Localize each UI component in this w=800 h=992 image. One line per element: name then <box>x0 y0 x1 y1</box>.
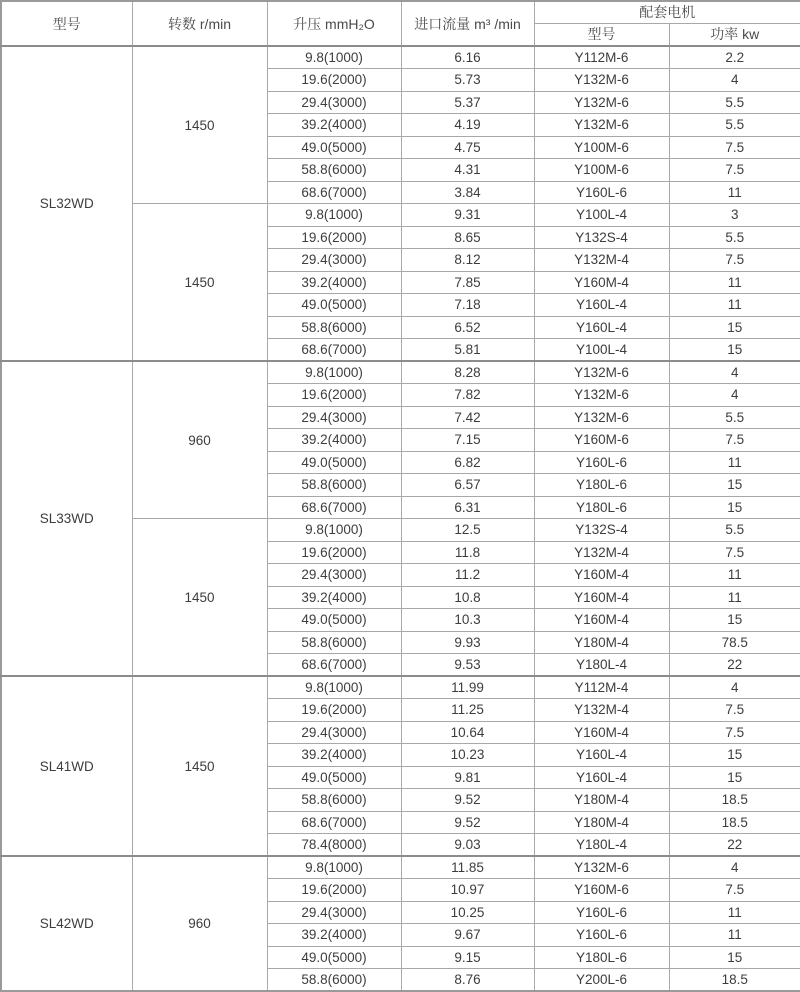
cell-motor-power: 78.5 <box>669 631 800 654</box>
cell-motor-power: 15 <box>669 496 800 519</box>
cell-flow: 4.75 <box>401 136 534 159</box>
cell-motor-model: Y160L-4 <box>534 316 669 339</box>
cell-motor-model: Y160M-4 <box>534 564 669 587</box>
cell-flow: 5.73 <box>401 69 534 92</box>
cell-motor-model: Y180L-4 <box>534 654 669 677</box>
cell-pressure: 39.2(4000) <box>267 429 401 452</box>
cell-flow: 10.97 <box>401 879 534 902</box>
cell-flow: 6.82 <box>401 451 534 474</box>
cell-flow: 10.23 <box>401 744 534 767</box>
cell-flow: 5.81 <box>401 339 534 362</box>
cell-motor-model: Y100L-4 <box>534 204 669 227</box>
cell-motor-model: Y180L-6 <box>534 474 669 497</box>
header-motor-group: 配套电机 <box>534 1 800 23</box>
cell-motor-model: Y160L-4 <box>534 766 669 789</box>
cell-pressure: 49.0(5000) <box>267 766 401 789</box>
cell-flow: 7.18 <box>401 294 534 317</box>
cell-motor-model: Y132S-4 <box>534 519 669 542</box>
cell-motor-model: Y200L-6 <box>534 969 669 992</box>
cell-pressure: 19.6(2000) <box>267 541 401 564</box>
cell-flow: 8.65 <box>401 226 534 249</box>
cell-motor-power: 4 <box>669 856 800 879</box>
cell-motor-power: 22 <box>669 654 800 677</box>
cell-motor-power: 4 <box>669 676 800 699</box>
cell-motor-model: Y160L-6 <box>534 924 669 947</box>
header-pressure: 升压 mmH₂O <box>267 1 401 46</box>
cell-pressure: 19.6(2000) <box>267 69 401 92</box>
cell-flow: 10.8 <box>401 586 534 609</box>
table-row <box>1 361 800 384</box>
cell-pressure: 19.6(2000) <box>267 226 401 249</box>
cell-motor-model: Y100M-6 <box>534 159 669 182</box>
cell-pressure: 49.0(5000) <box>267 609 401 632</box>
cell-motor-model: Y132M-6 <box>534 91 669 114</box>
cell-motor-power: 5.5 <box>669 519 800 542</box>
cell-motor-model: Y132M-4 <box>534 541 669 564</box>
cell-flow: 8.28 <box>401 361 534 384</box>
cell-pressure: 39.2(4000) <box>267 924 401 947</box>
cell-motor-power: 5.5 <box>669 114 800 137</box>
cell-motor-power: 7.5 <box>669 721 800 744</box>
header-model: 型号 <box>1 1 132 46</box>
cell-pressure: 9.8(1000) <box>267 519 401 542</box>
cell-motor-power: 15 <box>669 339 800 362</box>
cell-model: SL33WD <box>1 361 132 676</box>
cell-pressure: 9.8(1000) <box>267 361 401 384</box>
cell-pressure: 29.4(3000) <box>267 901 401 924</box>
cell-flow: 12.5 <box>401 519 534 542</box>
cell-motor-power: 5.5 <box>669 226 800 249</box>
cell-motor-power: 7.5 <box>669 159 800 182</box>
header-row-1 <box>1 1 800 23</box>
cell-motor-power: 4 <box>669 384 800 407</box>
cell-pressure: 39.2(4000) <box>267 271 401 294</box>
cell-speed: 960 <box>132 361 267 519</box>
cell-flow: 9.52 <box>401 811 534 834</box>
cell-pressure: 29.4(3000) <box>267 406 401 429</box>
cell-motor-model: Y180M-4 <box>534 789 669 812</box>
cell-motor-power: 11 <box>669 901 800 924</box>
cell-flow: 9.53 <box>401 654 534 677</box>
cell-flow: 9.31 <box>401 204 534 227</box>
cell-pressure: 9.8(1000) <box>267 46 401 69</box>
cell-motor-power: 7.5 <box>669 699 800 722</box>
cell-motor-model: Y100L-4 <box>534 339 669 362</box>
cell-pressure: 78.4(8000) <box>267 834 401 857</box>
cell-speed: 1450 <box>132 46 267 204</box>
cell-pressure: 68.6(7000) <box>267 339 401 362</box>
cell-flow: 9.03 <box>401 834 534 857</box>
header-speed: 转数 r/min <box>132 1 267 46</box>
cell-pressure: 29.4(3000) <box>267 91 401 114</box>
cell-motor-model: Y132S-4 <box>534 226 669 249</box>
cell-speed: 1450 <box>132 519 267 677</box>
cell-motor-power: 15 <box>669 474 800 497</box>
cell-motor-model: Y160M-4 <box>534 271 669 294</box>
cell-flow: 9.81 <box>401 766 534 789</box>
cell-flow: 11.25 <box>401 699 534 722</box>
cell-motor-model: Y132M-6 <box>534 361 669 384</box>
cell-pressure: 19.6(2000) <box>267 699 401 722</box>
cell-motor-power: 11 <box>669 564 800 587</box>
cell-pressure: 49.0(5000) <box>267 294 401 317</box>
cell-motor-power: 11 <box>669 586 800 609</box>
cell-motor-model: Y180L-4 <box>534 834 669 857</box>
cell-motor-model: Y112M-4 <box>534 676 669 699</box>
cell-flow: 6.31 <box>401 496 534 519</box>
cell-pressure: 68.6(7000) <box>267 654 401 677</box>
cell-pressure: 9.8(1000) <box>267 204 401 227</box>
cell-flow: 11.85 <box>401 856 534 879</box>
cell-motor-power: 11 <box>669 181 800 204</box>
cell-motor-model: Y160L-6 <box>534 901 669 924</box>
cell-pressure: 49.0(5000) <box>267 136 401 159</box>
cell-flow: 9.15 <box>401 946 534 969</box>
cell-pressure: 49.0(5000) <box>267 451 401 474</box>
cell-flow: 6.16 <box>401 46 534 69</box>
header-motor-power: 功率 kw <box>669 23 800 46</box>
cell-motor-model: Y180L-6 <box>534 496 669 519</box>
cell-flow: 10.3 <box>401 609 534 632</box>
cell-motor-power: 22 <box>669 834 800 857</box>
cell-motor-model: Y132M-4 <box>534 699 669 722</box>
cell-flow: 10.64 <box>401 721 534 744</box>
cell-motor-model: Y160L-4 <box>534 744 669 767</box>
cell-flow: 11.99 <box>401 676 534 699</box>
cell-motor-power: 5.5 <box>669 91 800 114</box>
table-body <box>1 46 800 991</box>
cell-pressure: 58.8(6000) <box>267 474 401 497</box>
cell-flow: 9.67 <box>401 924 534 947</box>
cell-motor-model: Y160L-6 <box>534 181 669 204</box>
cell-pressure: 58.8(6000) <box>267 789 401 812</box>
cell-pressure: 58.8(6000) <box>267 969 401 992</box>
cell-model: SL42WD <box>1 856 132 991</box>
cell-pressure: 9.8(1000) <box>267 676 401 699</box>
cell-flow: 7.15 <box>401 429 534 452</box>
cell-motor-model: Y160L-6 <box>534 451 669 474</box>
cell-motor-power: 4 <box>669 361 800 384</box>
cell-motor-power: 15 <box>669 766 800 789</box>
cell-motor-model: Y112M-6 <box>534 46 669 69</box>
cell-motor-model: Y132M-6 <box>534 856 669 879</box>
cell-flow: 6.57 <box>401 474 534 497</box>
cell-flow: 7.82 <box>401 384 534 407</box>
cell-motor-power: 2.2 <box>669 46 800 69</box>
cell-motor-model: Y132M-6 <box>534 69 669 92</box>
cell-motor-power: 11 <box>669 271 800 294</box>
cell-motor-model: Y160L-4 <box>534 294 669 317</box>
cell-speed: 1450 <box>132 676 267 856</box>
cell-flow: 7.42 <box>401 406 534 429</box>
cell-flow: 6.52 <box>401 316 534 339</box>
cell-pressure: 58.8(6000) <box>267 316 401 339</box>
cell-motor-model: Y132M-4 <box>534 249 669 272</box>
cell-flow: 11.8 <box>401 541 534 564</box>
table-header <box>1 1 800 46</box>
cell-motor-model: Y132M-6 <box>534 406 669 429</box>
cell-motor-power: 18.5 <box>669 969 800 992</box>
cell-flow: 4.19 <box>401 114 534 137</box>
cell-motor-model: Y100M-6 <box>534 136 669 159</box>
header-motor-model: 型号 <box>534 23 669 46</box>
cell-pressure: 19.6(2000) <box>267 384 401 407</box>
cell-motor-model: Y160M-6 <box>534 879 669 902</box>
header-flow: 进口流量 m³ /min <box>401 1 534 46</box>
cell-motor-model: Y132M-6 <box>534 114 669 137</box>
cell-motor-power: 7.5 <box>669 136 800 159</box>
cell-pressure: 39.2(4000) <box>267 744 401 767</box>
cell-motor-power: 11 <box>669 451 800 474</box>
cell-flow: 9.93 <box>401 631 534 654</box>
cell-motor-model: Y160M-4 <box>534 586 669 609</box>
cell-pressure: 9.8(1000) <box>267 856 401 879</box>
cell-motor-model: Y160M-4 <box>534 609 669 632</box>
cell-motor-model: Y132M-6 <box>534 384 669 407</box>
cell-pressure: 39.2(4000) <box>267 586 401 609</box>
cell-flow: 9.52 <box>401 789 534 812</box>
table-row <box>1 676 800 699</box>
cell-flow: 3.84 <box>401 181 534 204</box>
cell-motor-power: 7.5 <box>669 879 800 902</box>
cell-pressure: 58.8(6000) <box>267 631 401 654</box>
cell-model: SL32WD <box>1 46 132 361</box>
cell-model: SL41WD <box>1 676 132 856</box>
cell-motor-power: 15 <box>669 946 800 969</box>
cell-flow: 7.85 <box>401 271 534 294</box>
cell-motor-model: Y160M-6 <box>534 429 669 452</box>
cell-pressure: 39.2(4000) <box>267 114 401 137</box>
cell-pressure: 29.4(3000) <box>267 721 401 744</box>
cell-motor-power: 7.5 <box>669 541 800 564</box>
cell-motor-power: 11 <box>669 924 800 947</box>
cell-motor-power: 4 <box>669 69 800 92</box>
cell-motor-model: Y180M-4 <box>534 631 669 654</box>
cell-pressure: 68.6(7000) <box>267 811 401 834</box>
cell-motor-power: 15 <box>669 744 800 767</box>
cell-motor-model: Y180L-6 <box>534 946 669 969</box>
cell-flow: 8.76 <box>401 969 534 992</box>
cell-flow: 4.31 <box>401 159 534 182</box>
cell-flow: 8.12 <box>401 249 534 272</box>
cell-motor-power: 18.5 <box>669 811 800 834</box>
cell-pressure: 49.0(5000) <box>267 946 401 969</box>
cell-pressure: 19.6(2000) <box>267 879 401 902</box>
cell-pressure: 68.6(7000) <box>267 496 401 519</box>
cell-motor-model: Y180M-4 <box>534 811 669 834</box>
cell-speed: 960 <box>132 856 267 991</box>
cell-motor-power: 3 <box>669 204 800 227</box>
cell-motor-power: 11 <box>669 294 800 317</box>
cell-pressure: 29.4(3000) <box>267 249 401 272</box>
cell-pressure: 68.6(7000) <box>267 181 401 204</box>
cell-motor-power: 18.5 <box>669 789 800 812</box>
table-row <box>1 856 800 879</box>
cell-flow: 11.2 <box>401 564 534 587</box>
cell-pressure: 58.8(6000) <box>267 159 401 182</box>
cell-motor-power: 15 <box>669 316 800 339</box>
cell-motor-power: 7.5 <box>669 429 800 452</box>
table-row <box>1 46 800 69</box>
cell-speed: 1450 <box>132 204 267 362</box>
cell-flow: 10.25 <box>401 901 534 924</box>
cell-flow: 5.37 <box>401 91 534 114</box>
cell-motor-model: Y160M-4 <box>534 721 669 744</box>
cell-motor-power: 7.5 <box>669 249 800 272</box>
cell-motor-power: 5.5 <box>669 406 800 429</box>
cell-pressure: 29.4(3000) <box>267 564 401 587</box>
cell-motor-power: 15 <box>669 609 800 632</box>
